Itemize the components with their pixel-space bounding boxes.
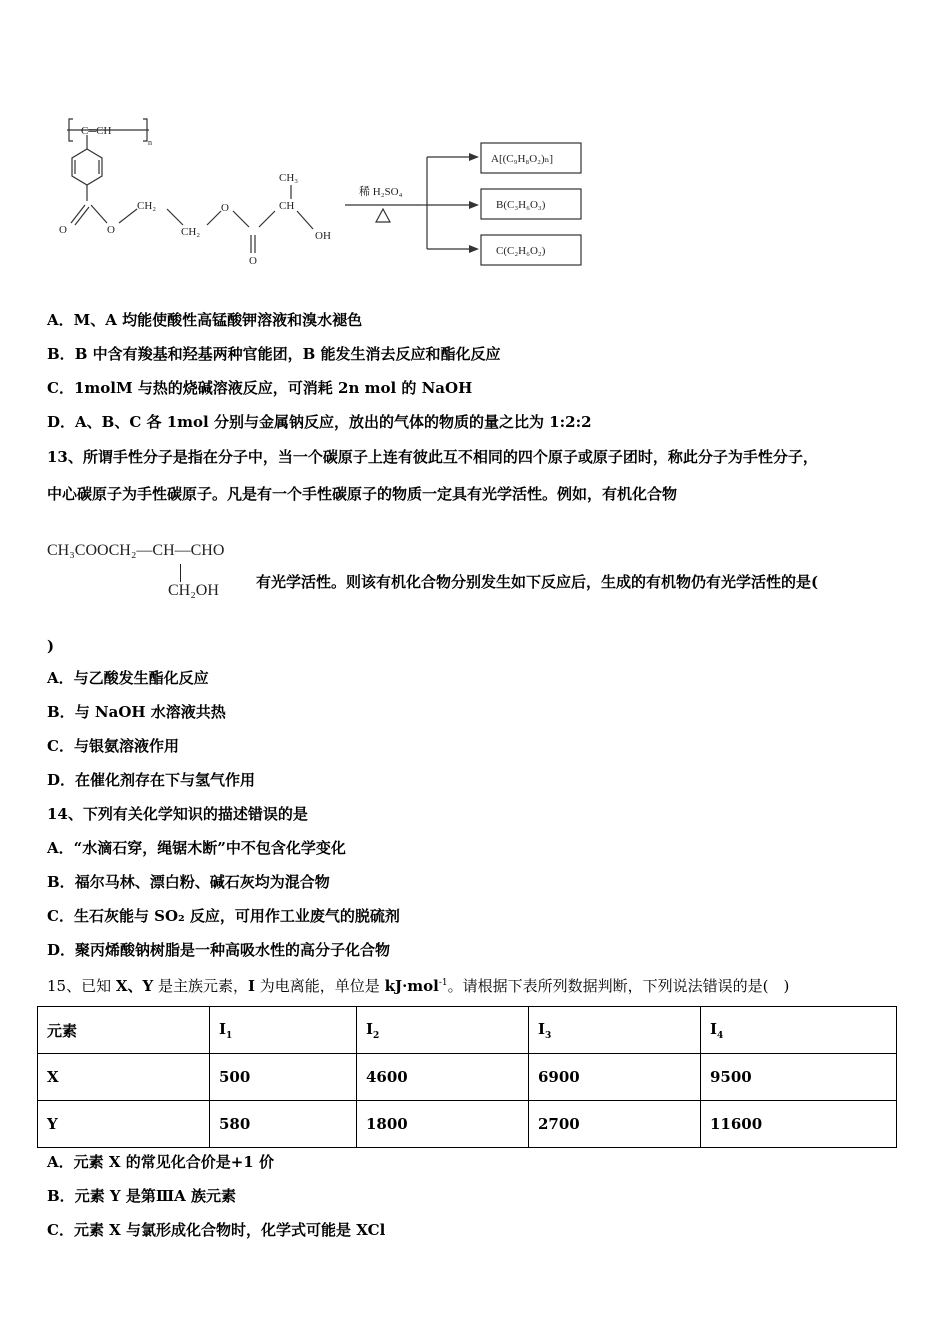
table-cell: 580 [210, 1101, 357, 1148]
table-cell: 6900 [529, 1054, 701, 1101]
ch3-label: CH₃ [279, 172, 299, 184]
table-cell: 4600 [357, 1054, 529, 1101]
q14-option-a: A．“水滴石穿，绳锯木断”中不包含化学变化 [47, 839, 346, 857]
header-cell-i3: $I_3$ [529, 1007, 701, 1054]
product-a-label: A[(C₉H₈O₂)ₙ] [491, 153, 554, 165]
q12-option-d: D．A、B、C 各 1mol 分别与金属钠反应，放出的气体的物质的量之比为 1:2:2 [47, 413, 592, 431]
header-cell-element: 元素 [38, 1007, 210, 1054]
formula-side-chain: CH₂OH [168, 582, 219, 599]
polymer-repeat-label: C═CH [81, 125, 112, 137]
header-cell-i1: $I_1$ [210, 1007, 357, 1054]
q15-option-b: B．元素 Y 是第ⅢA 族元素 [47, 1187, 236, 1205]
product-b-label: B(C₃H₆O₃) [496, 199, 546, 211]
ch2-label-1: CH₂ [137, 200, 157, 212]
ch2-label-2: CH₂ [181, 226, 201, 238]
formula-main-chain: CH₃COOCH₂—CH—CHO [47, 542, 225, 559]
table-cell: 11600 [701, 1101, 897, 1148]
q13-option-a: A．与乙酸发生酯化反应 [47, 669, 209, 687]
product-c-label: C(C₂H₆O₂) [496, 245, 546, 257]
ester-o-label-2: O [221, 202, 229, 214]
carbonyl-o-label-1: O [59, 224, 67, 236]
table-cell: 2700 [529, 1101, 701, 1148]
ester-o-label-1: O [107, 224, 115, 236]
reaction-scheme [55, 105, 655, 285]
q14-stem: 14、下列有关化学知识的描述错误的是 [47, 805, 308, 823]
q14-option-b: B．福尔马林、漂白粉、碱石灰均为混合物 [47, 873, 330, 891]
table-row [38, 1054, 897, 1101]
table-cell: 500 [210, 1054, 357, 1101]
table-cell: X [38, 1054, 210, 1101]
table-row [38, 1101, 897, 1148]
header-cell-i4: $I_4$ [701, 1007, 897, 1054]
q13-stem-line1: 13、所谓手性分子是指在分子中，当一个碳原子上连有彼此互不相同的四个原子或原子团时，称此分子为手性分子， [47, 448, 818, 466]
formula-bond-line [180, 564, 181, 582]
table-cell: 1800 [357, 1101, 529, 1148]
q14-option-d: D．聚丙烯酸钠树脂是一种高吸水性的高分子化合物 [47, 941, 391, 959]
q15-option-a: A．元素 X 的常见化合价是+1 价 [47, 1153, 274, 1171]
q13-option-b: B．与 NaOH 水溶液共热 [47, 703, 226, 721]
q12-option-a: A．M、A 均能使酸性高锰酸钾溶液和溴水褪色 [47, 311, 363, 329]
carbonyl-o-label-2: O [249, 255, 257, 267]
q14-option-c: C．生石灰能与 SO₂ 反应，可用作工业废气的脱硫剂 [47, 907, 400, 925]
q13-structural-formula [47, 540, 257, 604]
q13-stem-line2: 中心碳原子为手性碳原子。凡是有一个手性碳原子的物质一定具有光学活性。例如，有机化合物 [47, 485, 678, 503]
polymer-n-label: n [148, 138, 152, 147]
q15-option-c: C．元素 X 与氯形成化合物时，化学式可能是 XCl [47, 1221, 386, 1239]
table-cell: Y [38, 1101, 210, 1148]
table-header-row [38, 1007, 897, 1054]
q13-stem-line3: 有光学活性。则该有机化合物分别发生如下反应后，生成的有机物仍有光学活性的是( [256, 573, 819, 591]
q12-option-c: C．1molM 与热的烧碱溶液反应，可消耗 2n mol 的 NaOH [47, 379, 473, 397]
header-cell-i2: $I_2$ [357, 1007, 529, 1054]
ch-label: CH [279, 200, 295, 212]
ionization-energy-table [37, 1006, 897, 1148]
table-cell: 9500 [701, 1054, 897, 1101]
q13-option-d: D．在催化剂存在下与氢气作用 [47, 771, 256, 789]
q15-stem: 15、已知 X、Y 是主族元素，I 为电离能，单位是 kJ·mol$^{-1}$。请根据下表所列数据判断，下列说法错误的是( ) [47, 977, 790, 995]
reagent-label: 稀 H₂SO₄ [359, 186, 403, 198]
q12-option-b: B．B 中含有羧基和羟基两种官能团，B 能发生消去反应和酯化反应 [47, 345, 501, 363]
q13-close-paren: ) [47, 637, 55, 655]
oh-label: OH [315, 230, 331, 242]
q13-option-c: C．与银氨溶液作用 [47, 737, 179, 755]
